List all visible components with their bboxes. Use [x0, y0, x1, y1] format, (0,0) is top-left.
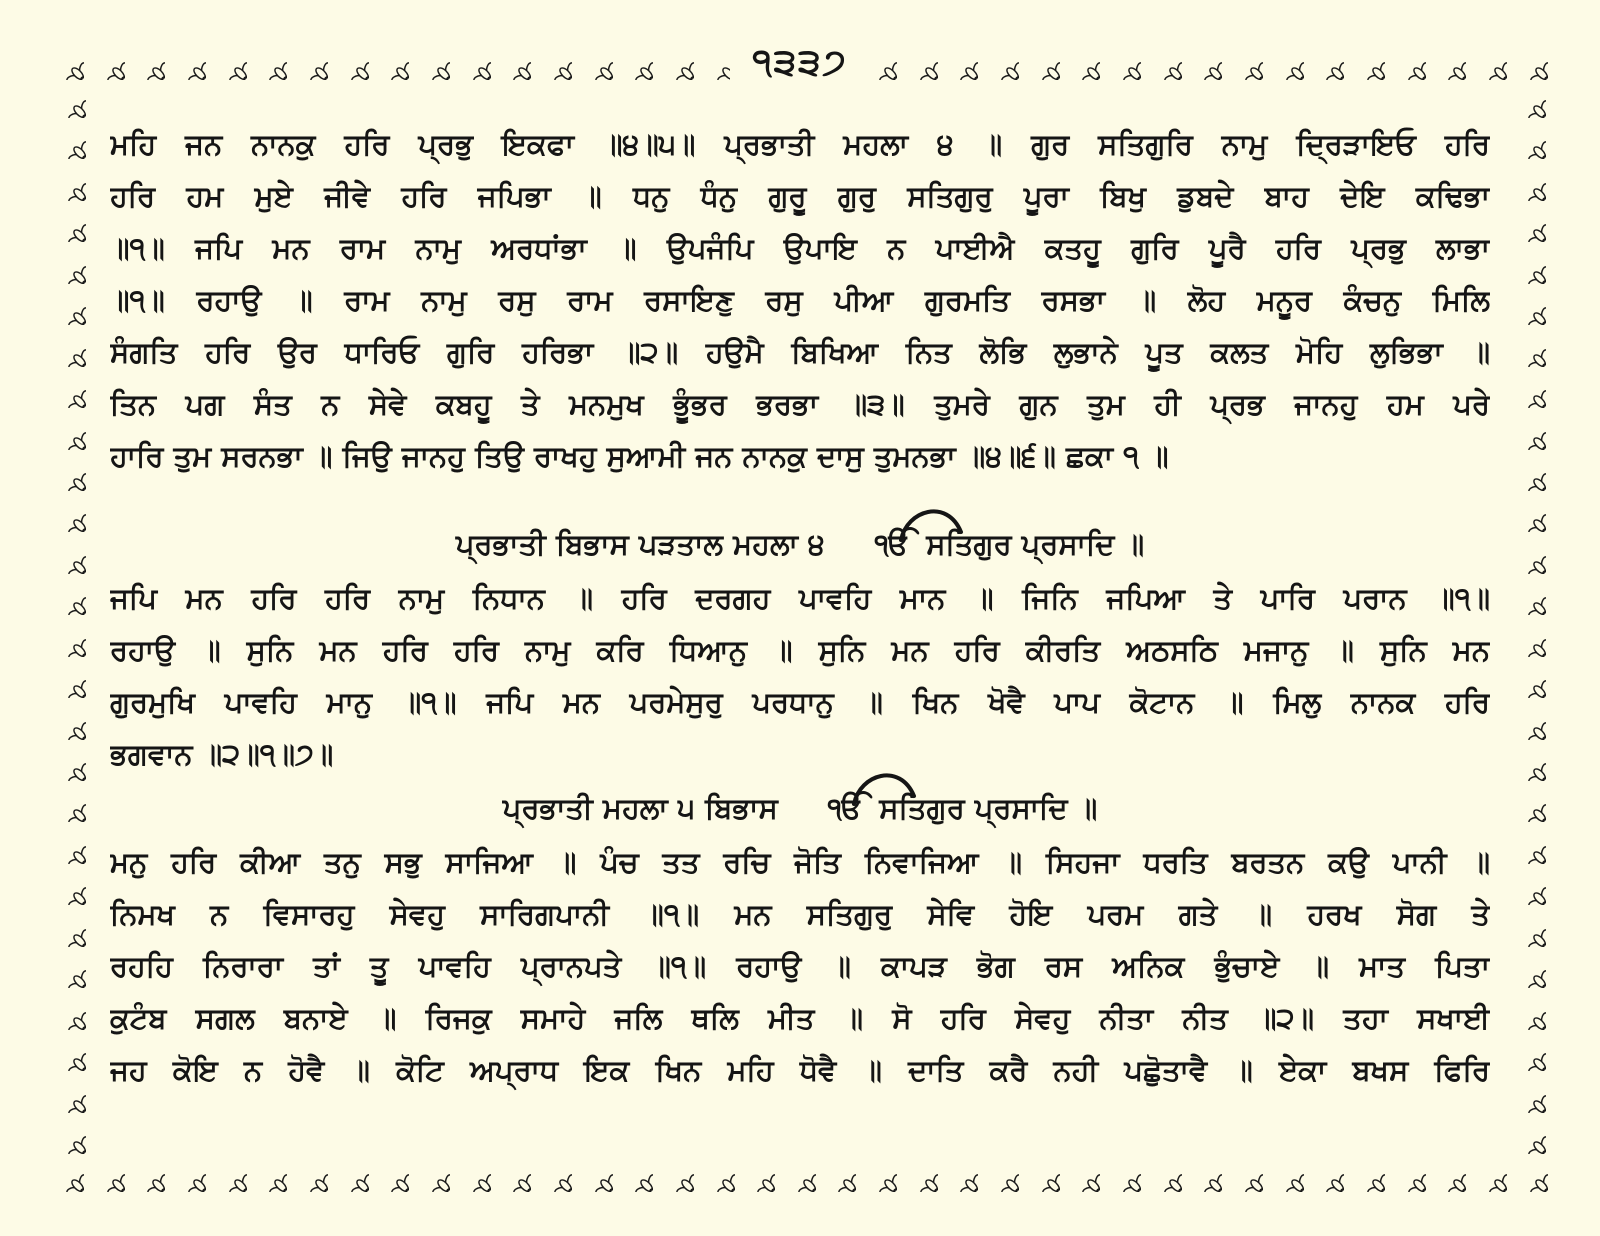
flower-ornament-icon — [1268, 1156, 1304, 1192]
flower-ornament-icon — [1510, 331, 1546, 367]
flower-ornament-icon — [1512, 44, 1548, 80]
flower-ornament-icon — [1510, 745, 1546, 781]
flower-ornament-icon — [1510, 911, 1546, 947]
flower-ornament-icon — [211, 44, 247, 80]
flower-ornament-icon — [50, 455, 86, 491]
flower-ornament-icon — [1146, 1156, 1182, 1192]
flower-ornament-icon — [50, 331, 86, 367]
flower-ornament-icon — [1227, 1156, 1263, 1192]
flower-ornament-icon — [50, 1077, 86, 1113]
flower-ornament-icon — [50, 372, 86, 408]
flower-ornament-icon — [739, 1156, 775, 1192]
section-heading — [110, 780, 1490, 836]
flower-ornament-icon — [251, 1156, 287, 1192]
flower-ornament-icon — [820, 1156, 856, 1192]
flower-ornament-icon — [1471, 44, 1507, 80]
flower-ornament-icon — [1430, 44, 1466, 80]
flower-ornament-icon — [780, 1156, 816, 1192]
flower-ornament-icon — [50, 165, 86, 201]
ek-onkar-glyph: ੴ — [874, 527, 911, 561]
flower-ornament-icon — [292, 44, 328, 80]
flower-ornament-icon — [1510, 869, 1546, 905]
flower-ornament-icon — [495, 44, 531, 80]
text-line: ॥੧॥ ਰਹਾਉ ॥ ਰਾਮ ਨਾਮੁ ਰਸੁ ਰਾਮ ਰਸਾਇਣੁ ਰਸੁ ਪੀਆ ਗੁਰਮਤਿ ਰਸਭਾ ॥ ਲੋਹ ਮਨੂਰ ਕੰਚਨੁ ਮਿਲਿ — [110, 283, 1490, 317]
flower-ornament-icon — [902, 44, 938, 80]
invocation-text: ਸਤਿਗੁਰ ਪ੍ਰਸਾਦਿ ॥ — [926, 527, 1145, 561]
section-heading — [110, 516, 1490, 572]
text-line: ਰਹਾਉ ॥ ਸੁਨਿ ਮਨ ਹਰਿ ਹਰਿ ਨਾਮੁ ਕਰਿ ਧਿਆਨੁ ॥ ਸੁਨਿ ਮਨ ਹਰਿ ਕੀਰਤਿ ਅਠਸਠਿ ਮਜਾਨੁ ॥ ਸੁਨਿ ਮਨ — [110, 633, 1490, 667]
flower-ornament-icon — [89, 44, 125, 80]
flower-ornament-icon — [333, 44, 369, 80]
text-line: ਜਹ ਕੋਇ ਨ ਹੋਵੈ ॥ ਕੋਟਿ ਅਪ੍ਰਾਧ ਇਕ ਖਿਨ ਮਹਿ ਧੋਵੈ ॥ ਦਾਤਿ ਕਰੈ ਨਹੀ ਪਛੋੁਤਾਵੈ ॥ ਏਕਾ ਬਖਸ ਫਿਰਿ — [110, 1053, 1490, 1087]
flower-ornament-icon — [699, 1156, 735, 1192]
flower-ornament-icon — [1510, 414, 1546, 450]
flower-ornament-icon — [1510, 662, 1546, 698]
flower-ornament-icon — [1510, 165, 1546, 201]
flower-ornament-icon — [942, 44, 978, 80]
text-line: ਹਾਰਿ ਤੁਮ ਸਰਨਭਾ ॥ ਜਿਉ ਜਾਨਹੁ ਤਿਉ ਰਾਖਹੁ ਸੁਆਮੀ ਜਨ ਨਾਨਕੁ ਦਾਸੁ ਤੁਮਨਭਾ ॥੪॥੬॥ ਛਕਾ ੧ ॥ — [110, 439, 1169, 473]
flower-ornament-icon — [50, 579, 86, 615]
flower-ornament-icon — [1308, 44, 1344, 80]
flower-ornament-icon — [1510, 994, 1546, 1030]
scripture-text — [110, 118, 1490, 1096]
flower-ornament-icon — [455, 44, 491, 80]
flower-ornament-icon — [617, 44, 653, 80]
section-1 — [110, 118, 1490, 482]
flower-ornament-icon — [1510, 704, 1546, 740]
flower-ornament-icon — [1510, 372, 1546, 408]
flower-ornament-icon — [1510, 786, 1546, 822]
flower-ornament-icon — [1510, 621, 1546, 657]
flower-ornament-icon — [333, 1156, 369, 1192]
flower-ornament-icon — [1146, 44, 1182, 80]
text-line: ਰਹਹਿ ਨਿਰਾਰਾ ਤਾਂ ਤੂ ਪਾਵਹਿ ਪ੍ਰਾਨਪਤੇ ॥੧॥ ਰਹਾਉ ॥ ਕਾਪੜ ਭੋਗ ਰਸ ਅਨਿਕ ਭੁੰਚਾਏ ॥ ਮਾਤ ਪਿਤਾ — [110, 949, 1490, 983]
flower-ornament-icon — [942, 1156, 978, 1192]
flower-ornament-icon — [50, 538, 86, 574]
flower-ornament-icon — [536, 44, 572, 80]
flower-ornament-icon — [577, 44, 613, 80]
flower-ornament-icon — [1510, 579, 1546, 615]
heading-title: ਪ੍ਰਭਾਤੀ ਮਹਲਾ ੫ ਬਿਭਾਸ — [502, 791, 778, 825]
border-bottom — [48, 1154, 1548, 1194]
text-line: ॥੧॥ ਜਪਿ ਮਨ ਰਾਮ ਨਾਮੁ ਅਰਧਾਂਭਾ ॥ ਉਪਜੰਪਿ ਉਪਾਇ ਨ ਪਾਈਐ ਕਤਹੂ ਗੁਰਿ ਪੂਰੈ ਹਰਿ ਪ੍ਰਭੁ ਲਾਭਾ — [110, 231, 1490, 265]
flower-ornament-icon — [89, 1156, 125, 1192]
flower-ornament-icon — [1064, 44, 1100, 80]
flower-ornament-icon — [1510, 1118, 1546, 1154]
heading-title: ਪ੍ਰਭਾਤੀ ਬਿਭਾਸ ਪੜਤਾਲ ਮਹਲਾ ੪ — [455, 527, 825, 561]
flower-ornament-icon — [48, 44, 84, 80]
flower-ornament-icon — [1349, 44, 1385, 80]
onkar-arc-icon — [897, 502, 977, 542]
section-3 — [110, 780, 1490, 1096]
flower-ornament-icon — [1349, 1156, 1385, 1192]
flower-ornament-icon — [211, 1156, 247, 1192]
border-left — [48, 82, 88, 1154]
flower-ornament-icon — [1510, 1077, 1546, 1113]
flower-ornament-icon — [50, 869, 86, 905]
flower-ornament-icon — [50, 621, 86, 657]
flower-ornament-icon — [983, 44, 1019, 80]
flower-ornament-icon — [414, 44, 450, 80]
flower-ornament-icon — [292, 1156, 328, 1192]
flower-ornament-icon — [1390, 1156, 1426, 1192]
flower-ornament-icon — [536, 1156, 572, 1192]
flower-ornament-icon — [129, 44, 165, 80]
section-2 — [110, 516, 1490, 780]
text-line: ਗੁਰਮੁਖਿ ਪਾਵਹਿ ਮਾਨੁ ॥੧॥ ਜਪਿ ਮਨ ਪਰਮੇਸੁਰੁ ਪਰਧਾਨੁ ॥ ਖਿਨ ਖੋਵੈ ਪਾਪ ਕੋਟਾਨ ॥ ਮਿਲੁ ਨਾਨਕ ਹਰਿ — [110, 685, 1490, 719]
flower-ornament-icon — [50, 206, 86, 242]
flower-ornament-icon — [373, 44, 409, 80]
flower-ornament-icon — [658, 1156, 694, 1192]
flower-ornament-icon — [1308, 1156, 1344, 1192]
flower-ornament-icon — [1510, 82, 1546, 118]
flower-ornament-icon — [170, 44, 206, 80]
flower-ornament-icon — [50, 994, 86, 1030]
flower-ornament-icon — [495, 1156, 531, 1192]
flower-ornament-icon — [414, 1156, 450, 1192]
flower-ornament-icon — [251, 44, 287, 80]
flower-ornament-icon — [50, 248, 86, 284]
ek-onkar-symbol — [828, 780, 863, 836]
flower-ornament-icon — [50, 704, 86, 740]
flower-ornament-icon — [1510, 952, 1546, 988]
onkar-arc-icon — [850, 766, 930, 806]
text-line: ਮਹਿ ਜਨ ਨਾਨਕੁ ਹਰਿ ਪ੍ਰਭੁ ਇਕਫਾ ॥੪॥੫॥ ਪ੍ਰਭਾਤੀ ਮਹਲਾ ੪ ॥ ਗੁਰ ਸਤਿਗੁਰਿ ਨਾਮੁ ਦ੍ਰਿੜਾਇਓ ਹਰਿ — [110, 127, 1490, 161]
flower-ornament-icon — [373, 1156, 409, 1192]
flower-ornament-icon — [902, 1156, 938, 1192]
flower-ornament-icon — [1512, 1156, 1548, 1192]
flower-ornament-icon — [129, 1156, 165, 1192]
flower-ornament-icon — [1510, 206, 1546, 242]
flower-ornament-icon — [983, 1156, 1019, 1192]
ek-onkar-glyph: ੴ — [827, 791, 864, 825]
flower-ornament-icon — [577, 1156, 613, 1192]
flower-ornament-icon — [50, 828, 86, 864]
text-line: ਕੁਟੰਬ ਸਗਲ ਬਨਾਏ ॥ ਰਿਜਕੁ ਸਮਾਹੇ ਜਲਿ ਥਲਿ ਮੀਤ ॥ ਸੋ ਹਰਿ ਸੇਵਹੁ ਨੀਤਾ ਨੀਤ ॥੨॥ ਤਹਾ ਸਖਾਈ — [110, 1001, 1490, 1035]
flower-ornament-icon — [1064, 1156, 1100, 1192]
text-line: ਤਿਨ ਪਗ ਸੰਤ ਨ ਸੇਵੇ ਕਬਹੂ ਤੇ ਮਨਮੁਖ ਭੂੰਭਰ ਭਰਭਾ ॥੩॥ ਤੁਮਰੇ ਗੁਨ ਤੁਮ ਹੀ ਪ੍ਰਭ ਜਾਨਹੁ ਹਮ ਪਰੇ — [110, 387, 1490, 421]
page-number: ੧੩੩੭ — [730, 38, 870, 88]
flower-ornament-icon — [1186, 44, 1222, 80]
ek-onkar-symbol — [875, 516, 910, 572]
text-line: ਨਿਮਖ ਨ ਵਿਸਾਰਹੁ ਸੇਵਹੁ ਸਾਰਿਗਪਾਨੀ ॥੧॥ ਮਨ ਸਤਿਗੁਰੁ ਸੇਵਿ ਹੋਇ ਪਰਮ ਗਤੇ ॥ ਹਰਖ ਸੋਗ ਤੇ — [110, 897, 1490, 931]
text-line: ਮਨੁ ਹਰਿ ਕੀਆ ਤਨੁ ਸਭੁ ਸਾਜਿਆ ॥ ਪੰਚ ਤਤ ਰਚਿ ਜੋਤਿ ਨਿਵਾਜਿਆ ॥ ਸਿਹਜਾ ਧਰਤਿ ਬਰਤਨ ਕਉ ਪਾਨੀ ॥ — [110, 845, 1490, 879]
flower-ornament-icon — [1510, 123, 1546, 159]
flower-ornament-icon — [50, 1035, 86, 1071]
text-line: ਸੰਗਤਿ ਹਰਿ ਉਰ ਧਾਰਿਓ ਗੁਰਿ ਹਰਿਭਾ ॥੨॥ ਹਉਮੈ ਬਿਖਿਆ ਨਿਤ ਲੋਭਿ ਲੁਭਾਨੇ ਪੂਤ ਕਲਤ ਮੋਹਿ ਲੁਭਿਭਾ ॥ — [110, 335, 1490, 369]
text-line: ਭਗਵਾਨ ॥੨॥੧॥੭॥ — [110, 737, 334, 771]
flower-ornament-icon — [50, 414, 86, 450]
border-right — [1508, 82, 1548, 1154]
flower-ornament-icon — [50, 289, 86, 325]
text-line: ਹਰਿ ਹਮ ਮੁਏ ਜੀਵੇ ਹਰਿ ਜਪਿਭਾ ॥ ਧਨੁ ਧੰਨੁ ਗੁਰੂ ਗੁਰੁ ਸਤਿਗੁਰੁ ਪੂਰਾ ਬਿਖੁ ਡੁਬਦੇ ਬਾਹ ਦੇਇ ਕਢਿਭਾ — [110, 179, 1490, 213]
flower-ornament-icon — [50, 786, 86, 822]
flower-ornament-icon — [1510, 248, 1546, 284]
flower-ornament-icon — [1430, 1156, 1466, 1192]
flower-ornament-icon — [861, 1156, 897, 1192]
flower-ornament-icon — [1024, 44, 1060, 80]
flower-ornament-icon — [50, 1118, 86, 1154]
flower-ornament-icon — [50, 911, 86, 947]
flower-ornament-icon — [1510, 455, 1546, 491]
flower-ornament-icon — [455, 1156, 491, 1192]
flower-ornament-icon — [50, 123, 86, 159]
flower-ornament-icon — [1024, 1156, 1060, 1192]
flower-ornament-icon — [1510, 289, 1546, 325]
flower-ornament-icon — [1390, 44, 1426, 80]
flower-ornament-icon — [50, 82, 86, 118]
flower-ornament-icon — [170, 1156, 206, 1192]
flower-ornament-icon — [50, 496, 86, 532]
text-line: ਜਪਿ ਮਨ ਹਰਿ ਹਰਿ ਨਾਮੁ ਨਿਧਾਨ ॥ ਹਰਿ ਦਰਗਹ ਪਾਵਹਿ ਮਾਨ ॥ ਜਿਨਿ ਜਪਿਆ ਤੇ ਪਾਰਿ ਪਰਾਨ ॥੧॥ — [110, 581, 1490, 615]
flower-ornament-icon — [48, 1156, 84, 1192]
flower-ornament-icon — [1227, 44, 1263, 80]
flower-ornament-icon — [1471, 1156, 1507, 1192]
flower-ornament-icon — [1510, 538, 1546, 574]
flower-ornament-icon — [658, 44, 694, 80]
invocation-text: ਸਤਿਗੁਰ ਪ੍ਰਸਾਦਿ ॥ — [879, 791, 1098, 825]
flower-ornament-icon — [1105, 1156, 1141, 1192]
flower-ornament-icon — [1186, 1156, 1222, 1192]
flower-ornament-icon — [1268, 44, 1304, 80]
flower-ornament-icon — [1510, 828, 1546, 864]
flower-ornament-icon — [1510, 1035, 1546, 1071]
flower-ornament-icon — [50, 952, 86, 988]
flower-ornament-icon — [50, 745, 86, 781]
flower-ornament-icon — [1510, 496, 1546, 532]
flower-ornament-icon — [1105, 44, 1141, 80]
flower-ornament-icon — [50, 662, 86, 698]
flower-ornament-icon — [617, 1156, 653, 1192]
